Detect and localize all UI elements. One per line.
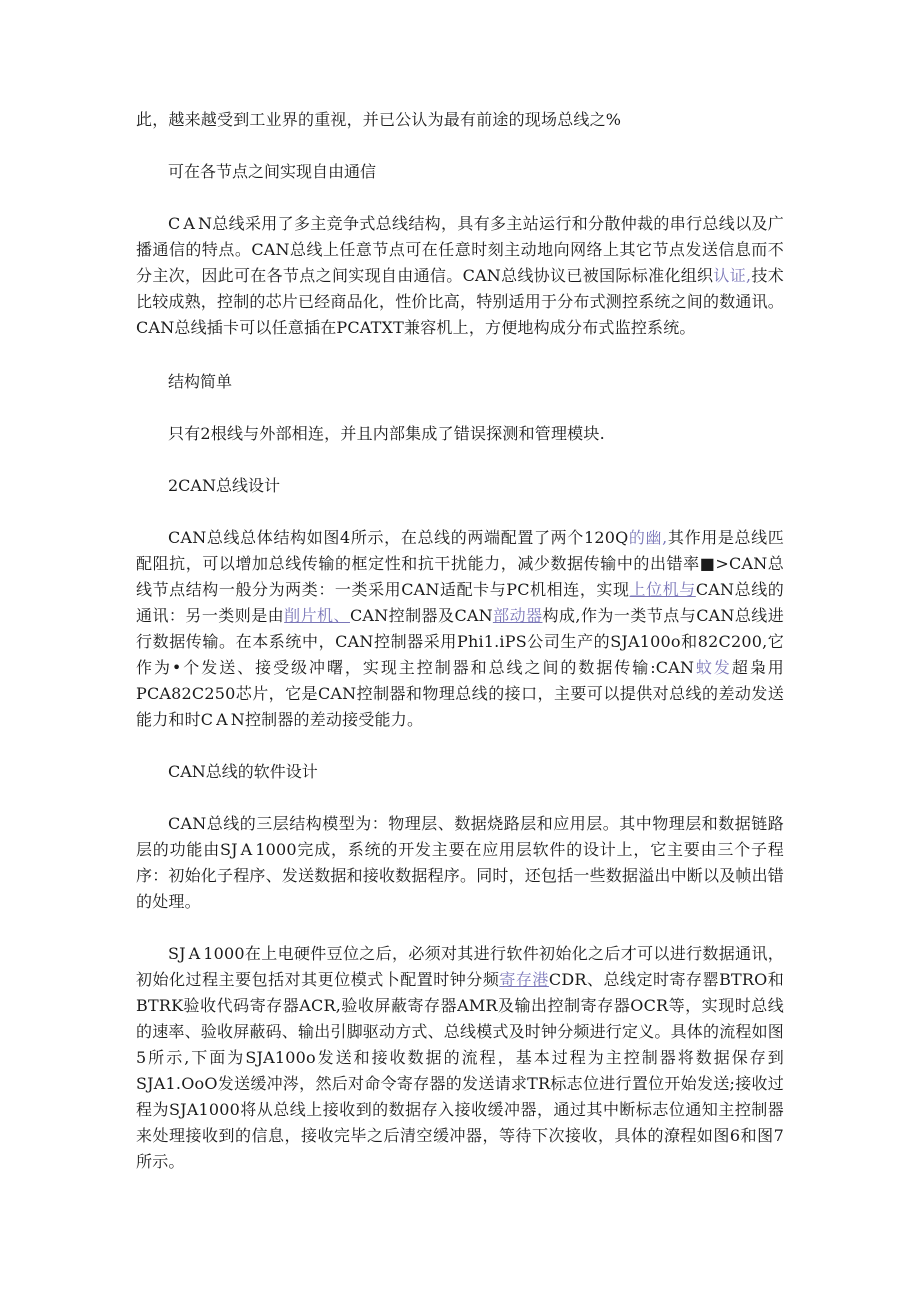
paragraph-text: SJ A 1000在上电硬件豆位之后，必须对其进行软件初始化之后才可以进行数据通讯，初始化过程主要包括对其更位模式卜配置时钟分频 [136,944,784,989]
paragraph-three-layer-model: CAN总线的三层结构模型为：物理层、数据烧路层和应用层。其中物理层和数据链路层的功能由SJ A 1000完成，系统的开发主要在应用层软件的设计上，它主要由三个子程序：初始化子程序、发送数据和接收数据程序。同时，还包括一些数据溢出中断以及帧出错的处理。 [136,814,785,911]
paragraph-text: CAN控制器及CAN [349,606,493,625]
link-certification[interactable]: 认证, [713,266,752,285]
link-microcontroller[interactable]: 削片机、 [284,606,350,625]
paragraph-text: 超枭用PCA82C250芯片，它是CAN控制器和物理总线的接口，主要可以提供对总线的差动发送能力和时C A N控制器的差动接受能力。 [136,658,785,729]
paragraph-two-wires: 只有2根线与外部相连，并且内部集成了错误探测和管理模块. [168,424,605,443]
paragraph-text: CAN总线总体结构如图4所示，在总线的两端配置了两个120Q [168,528,629,547]
document-body [136,107,784,1175]
paragraph-text: 其作用是总线匹配阻抗，可以增加总线传输的框定性和抗干扰能力，减少数据传输中的出错率■>CAN总线节点结构一般分为两类：一类采用CAN适配卡与PC机相连，实现 [136,528,785,599]
paragraph-can-bus-structure [136,211,784,341]
paragraph-text: 构成,作为一类节点与CAN总线进行数据传输。在本系统中，CAN控制器采用Phi1.iPS公司生产的SJA100o和82C200,它作为•个发送、接受级冲曙，实现主控制器和总线之间的数据传输:CAN [136,606,784,677]
link-register[interactable]: 寄存港 [499,970,549,989]
section-heading-software-design: CAN总线的软件设计 [168,762,318,781]
paragraph-intro-continued: 此，越来越受到工业界的重视，并已公认为最有前途的现场总线之% [136,110,622,129]
paragraph-sja1000-init [136,941,784,1175]
link-resistor[interactable]: 的幽, [628,528,668,547]
paragraph-text: CAN总线的通讯：另一类则是由 [136,580,784,625]
section-heading-can-design: 2CAN总线设计 [168,476,280,495]
section-heading-free-communication: 可在各节点之间实现自由通信 [168,162,377,181]
link-transceiver[interactable]: 蚊发 [694,658,732,677]
paragraph-text: CDR、总线定时寄存罂BTRO和BTRK验收代码寄存器ACR,验收屏蔽寄存器AMR及输出控制寄存器OCR等，实现时总线的速率、验收屏蔽码、输出引脚驱动方式、总线模式及时钟分频进行定义。具体的流程如图5所示,下面为SJA100o发送和接收数据的流程，基本过程为主控制器将数据保存到SJA1.OoO发送缓冲涔，然后对命令寄存器的发送请求TR标志位进行置位开始发送;接收过程为SJA1000将从总线上接收到的数据存入接收缓冲器，通过其中断标志位通知主控制器来处理接收到的信息，接收完毕之后清空缓冲器，等待下次接收，具体的潦程如图6和图7所示。 [136,970,785,1171]
paragraph-text: C A N总线采用了多主竞争式总线结构，具有多主站运行和分散仲裁的串行总线以及广播通信的特点。CAN总线上任意节点可在任意时刻主动地向网络上其它节点发送信息而不分主次，因此可在各节点之间实现自由通信。CAN总线协议已被国际标准化组织 [136,214,784,285]
link-host-computer[interactable]: 上位机与 [629,580,696,599]
link-driver[interactable]: 部动器 [492,606,543,625]
section-heading-simple-structure: 结构简单 [168,372,233,391]
paragraph-can-overall-structure [136,525,784,733]
paragraph-text: 技术比较成熟，控制的芯片已经商品化，性价比高，特别适用于分布式测控系统之间的数通讯。CAN总线插卡可以任意插在PCATXT兼容机上，方便地构成分布式监控系统。 [136,266,785,337]
